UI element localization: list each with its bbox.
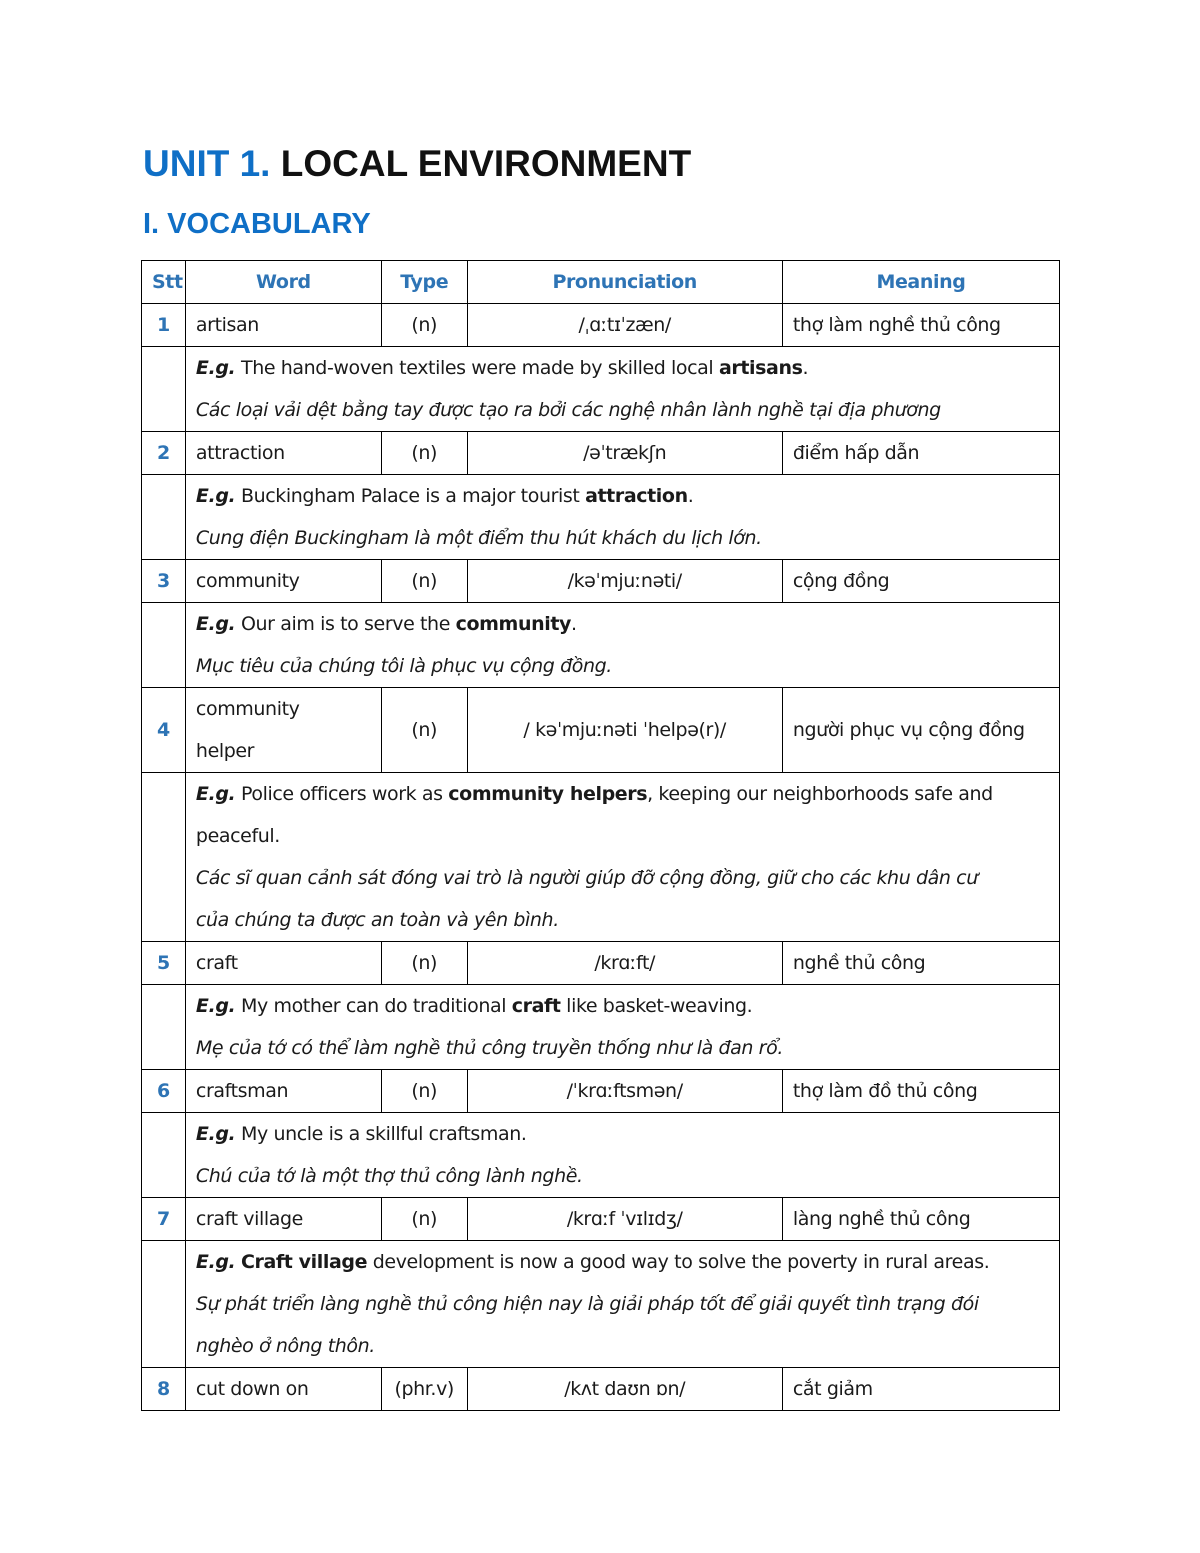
example-sentence — [196, 475, 1049, 517]
example-text: . — [687, 485, 694, 507]
example-sentence — [196, 985, 1049, 1027]
unit-name: LOCAL ENVIRONMENT — [280, 143, 692, 184]
meaning-cell: thợ làm đồ thủ công — [782, 1070, 1059, 1113]
example-text: Buckingham Palace is a major tourist — [235, 485, 586, 507]
example-cell — [185, 773, 1059, 942]
eg-label: E.g. — [195, 613, 236, 635]
pronunciation-cell: /ˌɑːtɪˈzæn/ — [467, 304, 782, 347]
example-sentence — [196, 1241, 1049, 1283]
type-cell: (phr.v) — [381, 1368, 467, 1411]
row-number: 6 — [142, 1070, 186, 1113]
eg-label: E.g. — [195, 1251, 236, 1273]
example-text: Police officers work as — [235, 783, 449, 805]
table-row — [142, 1368, 1060, 1411]
row-number: 1 — [142, 304, 186, 347]
empty-cell — [142, 347, 186, 432]
example-row — [142, 773, 1060, 942]
example-row — [142, 1241, 1060, 1368]
example-translation-continued: của chúng ta được an toàn và yên bình. — [195, 909, 559, 931]
example-cell — [185, 475, 1059, 560]
example-sentence — [196, 347, 1049, 389]
vocabulary-table — [141, 260, 1060, 1411]
word-line: community — [195, 698, 300, 720]
example-cell — [185, 1113, 1059, 1198]
row-number: 2 — [142, 432, 186, 475]
row-number: 4 — [142, 688, 186, 773]
example-translation: Các loại vải dệt bằng tay được tạo ra bởi các nghệ nhân lành nghề tại địa phương — [195, 399, 941, 421]
eg-label: E.g. — [195, 1123, 236, 1145]
example-sentence-continued: peaceful. — [195, 825, 280, 847]
type-cell: (n) — [381, 432, 467, 475]
example-text: , keeping our neighborhoods safe and — [647, 783, 993, 805]
example-text: . — [571, 613, 577, 635]
example-text: . — [802, 357, 809, 379]
meaning-cell: người phục vụ cộng đồng — [782, 688, 1059, 773]
empty-cell — [142, 1241, 186, 1368]
example-cell — [185, 985, 1059, 1070]
unit-title — [143, 140, 691, 188]
table-header-row — [142, 261, 1060, 304]
eg-label: E.g. — [195, 783, 236, 805]
example-keyword: community helpers — [448, 783, 648, 805]
example-cell — [185, 347, 1059, 432]
type-cell: (n) — [381, 560, 467, 603]
type-cell: (n) — [381, 942, 467, 985]
pronunciation-cell: /kəˈmjuːnəti/ — [467, 560, 782, 603]
word-line: helper — [195, 740, 255, 762]
example-text: like basket-weaving. — [560, 995, 753, 1017]
example-translation: Các sĩ quan cảnh sát đóng vai trò là người giúp đỡ cộng đồng, giữ cho các khu dân cư — [195, 867, 978, 889]
example-row — [142, 985, 1060, 1070]
section-title: I. VOCABULARY — [143, 208, 371, 240]
table-row — [142, 1198, 1060, 1241]
empty-cell — [142, 1113, 186, 1198]
example-keyword: Craft village — [240, 1251, 368, 1273]
example-translation: Mục tiêu của chúng tôi là phục vụ cộng đồng. — [195, 655, 612, 677]
meaning-cell: thợ làm nghề thủ công — [782, 304, 1059, 347]
empty-cell — [142, 603, 186, 688]
eg-label: E.g. — [195, 995, 236, 1017]
header-stt: Stt — [142, 261, 186, 304]
row-number: 7 — [142, 1198, 186, 1241]
row-number: 3 — [142, 560, 186, 603]
eg-label: E.g. — [195, 357, 236, 379]
pronunciation-cell: /krɑːft/ — [467, 942, 782, 985]
example-row — [142, 603, 1060, 688]
meaning-cell: điểm hấp dẫn — [782, 432, 1059, 475]
example-row — [142, 347, 1060, 432]
table-row — [142, 560, 1060, 603]
pronunciation-cell: /kʌt daʊn ɒn/ — [467, 1368, 782, 1411]
table-row — [142, 432, 1060, 475]
example-text: development is now a good way to solve the poverty in rural areas. — [367, 1251, 990, 1273]
example-keyword: attraction — [585, 485, 688, 507]
word-cell: artisan — [185, 304, 381, 347]
example-cell — [185, 1241, 1059, 1368]
example-translation-continued: nghèo ở nông thôn. — [195, 1335, 375, 1357]
example-text: My mother can do traditional — [235, 995, 512, 1017]
table-row — [142, 304, 1060, 347]
type-cell: (n) — [381, 304, 467, 347]
word-cell — [185, 688, 381, 773]
table-row — [142, 688, 1060, 773]
header-type: Type — [381, 261, 467, 304]
example-translation: Mẹ của tớ có thể làm nghề thủ công truyền thống như là đan rổ. — [195, 1037, 783, 1059]
meaning-cell: cắt giảm — [782, 1368, 1059, 1411]
meaning-cell: làng nghề thủ công — [782, 1198, 1059, 1241]
empty-cell — [142, 985, 186, 1070]
example-text: The hand-woven textiles were made by skilled local — [235, 357, 719, 379]
word-cell: craft village — [185, 1198, 381, 1241]
row-number: 8 — [142, 1368, 186, 1411]
word-cell: cut down on — [185, 1368, 381, 1411]
example-sentence — [196, 603, 1049, 645]
word-cell: craftsman — [185, 1070, 381, 1113]
row-number: 5 — [142, 942, 186, 985]
pronunciation-cell: /əˈtrækʃn — [467, 432, 782, 475]
type-cell: (n) — [381, 1198, 467, 1241]
eg-label: E.g. — [195, 485, 236, 507]
example-sentence — [196, 773, 1049, 815]
example-text: Our aim is to serve the — [235, 613, 456, 635]
header-meaning: Meaning — [782, 261, 1059, 304]
example-text: My uncle is a skillful craftsman. — [235, 1123, 527, 1145]
word-cell: attraction — [185, 432, 381, 475]
example-sentence — [196, 1113, 1049, 1155]
pronunciation-cell: /krɑːf ˈvɪlɪdʒ/ — [467, 1198, 782, 1241]
unit-number: UNIT 1. — [143, 143, 271, 184]
pronunciation-cell: / kəˈmjuːnəti ˈhelpə(r)/ — [467, 688, 782, 773]
meaning-cell: nghề thủ công — [782, 942, 1059, 985]
example-row — [142, 1113, 1060, 1198]
example-cell — [185, 603, 1059, 688]
word-cell: community — [185, 560, 381, 603]
header-pronunciation: Pronunciation — [467, 261, 782, 304]
empty-cell — [142, 475, 186, 560]
type-cell: (n) — [381, 688, 467, 773]
word-cell: craft — [185, 942, 381, 985]
example-keyword: community — [455, 613, 571, 635]
meaning-cell: cộng đồng — [782, 560, 1059, 603]
table-row — [142, 1070, 1060, 1113]
type-cell: (n) — [381, 1070, 467, 1113]
header-word: Word — [185, 261, 381, 304]
pronunciation-cell: /ˈkrɑːftsmən/ — [467, 1070, 782, 1113]
example-translation: Cung điện Buckingham là một điểm thu hút khách du lịch lớn. — [195, 527, 762, 549]
example-keyword: craft — [511, 995, 561, 1017]
table-row — [142, 942, 1060, 985]
empty-cell — [142, 773, 186, 942]
example-translation: Sự phát triển làng nghề thủ công hiện nay là giải pháp tốt để giải quyết tình trạng đói — [195, 1293, 979, 1315]
example-translation: Chú của tớ là một thợ thủ công lành nghề. — [195, 1165, 583, 1187]
example-keyword: artisans — [718, 357, 803, 379]
example-row — [142, 475, 1060, 560]
